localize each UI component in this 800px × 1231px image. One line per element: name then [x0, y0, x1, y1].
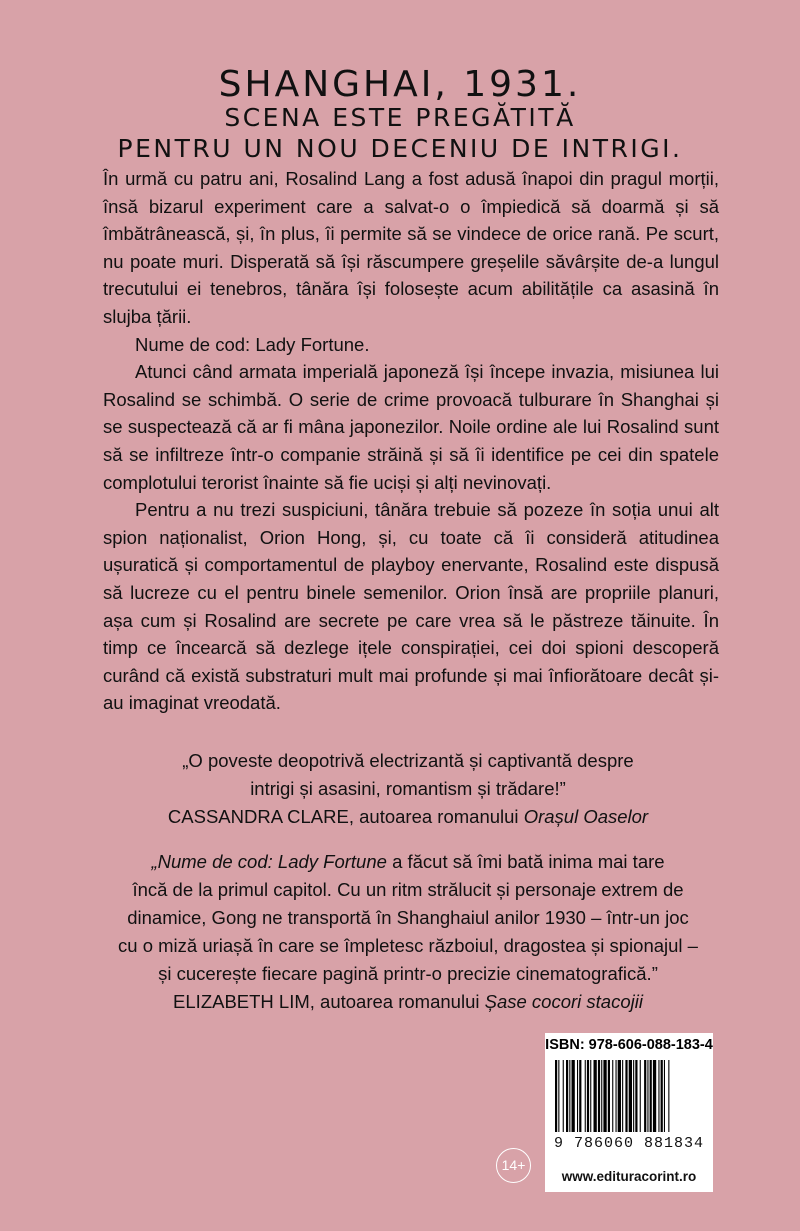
barcode-bar	[566, 1060, 568, 1132]
quote-1-line-1: „O poveste deopotrivă electrizantă și captivantă despre	[182, 750, 634, 771]
heading-line-3: PENTRU UN NOU DECENIU DE INTRIGI.	[117, 134, 683, 163]
barcode-bar	[603, 1060, 606, 1132]
blurb-quote-1	[88, 747, 728, 831]
barcode-bar	[618, 1060, 621, 1132]
barcode-bar	[598, 1060, 600, 1132]
barcode-bar	[664, 1060, 665, 1132]
barcode-bar	[572, 1060, 575, 1132]
synopsis-paragraph-1: În urmă cu patru ani, Rosalind Lang a fost adusă înapoi din pragul morții, însă bizarul experiment care a salvat-o o împiedică să doarmă și să îmbătrânească, și, în plus, îi permite să se vindece de orice rană. Pe scurt, nu poate muri. Disperată să își răscumpere greșelile săvârșite de-a lungul trecutului ei tenebros, tânăra își folosește acum abilitățile ca asasină în slujba țării.	[103, 168, 720, 327]
barcode-icon	[553, 1060, 705, 1132]
barcode-bar	[563, 1060, 564, 1132]
barcode-bar	[555, 1060, 557, 1132]
barcode-bar	[608, 1060, 610, 1132]
barcode-bar	[635, 1060, 637, 1132]
quote-2-line-2: încă de la primul capitol. Cu un ritm strălucit și personaje extrem de	[132, 879, 684, 900]
cover-heading	[0, 64, 800, 164]
barcode-bar	[558, 1060, 559, 1132]
barcode-bar	[653, 1060, 656, 1132]
quote-2-line-4: cu o miză uriașă în care se împletesc războiul, dragostea și spionajul –	[118, 935, 698, 956]
barcode-bar	[668, 1060, 669, 1132]
quote-2-line-1: „Nume de cod: Lady Fortune a făcut să îmi bată inima mai tare	[151, 851, 665, 872]
synopsis-paragraph-3: Atunci când armata imperială japoneză își începe invazia, misiunea lui Rosalind se schimbă. O serie de crime provoacă tulburare în Shanghai și se suspectează că ar fi mâna japonezilor. Noile ordine ale lui Rosalind sunt să se infiltreze într-o companie străină și să îi identifice pe cei din spatele complotului terorist înainte să fie uciși și alți nevinovați.	[103, 361, 720, 493]
barcode-digits: 9 786060 881834	[553, 1135, 705, 1152]
barcode-bar	[594, 1060, 597, 1132]
age-rating-badge: 14+	[496, 1148, 531, 1183]
quote-1-attribution: CASSANDRA CLARE, autoarea romanului Orașul Oaselor	[167, 806, 649, 827]
heading-line-2: SCENA ESTE PREGĂTITĂ	[224, 103, 576, 132]
barcode-bar	[658, 1060, 659, 1132]
barcode-bar	[616, 1060, 617, 1132]
blurb-quote-2	[88, 848, 728, 1016]
barcode-bar	[587, 1060, 589, 1132]
quote-1-line-2: intrigi și asasini, romantism și trădare!”	[250, 778, 566, 799]
barcode-bar	[601, 1060, 602, 1132]
barcode-bar	[629, 1060, 632, 1132]
barcode-bar	[612, 1060, 613, 1132]
barcode-bar	[569, 1060, 570, 1132]
quote-2-line-3: dinamice, Gong ne transportă în Shanghaiul anilor 1930 – într-un joc	[127, 907, 689, 928]
barcode-bar	[647, 1060, 648, 1132]
synopsis-paragraph-2: Nume de cod: Lady Fortune.	[135, 333, 370, 355]
barcode-bar	[650, 1060, 652, 1132]
quote-2-author-book: Șase cocori stacojii	[484, 991, 643, 1012]
quote-2-book-title: „Nume de cod: Lady Fortune	[151, 851, 387, 872]
barcode-bar	[577, 1060, 578, 1132]
isbn-barcode-box	[545, 1033, 713, 1192]
quote-1-book-title: Orașul Oaselor	[523, 806, 649, 827]
barcode-bar	[585, 1060, 586, 1132]
barcode-bar	[590, 1060, 591, 1132]
barcode-bar	[625, 1060, 627, 1132]
barcode-bar	[640, 1060, 641, 1132]
barcode-bar	[633, 1060, 634, 1132]
quote-2-line-5: și cucerește fiecare pagină printr-o precizie cinematografică.”	[158, 963, 658, 984]
synopsis-paragraph-4: Pentru a nu trezi suspiciuni, tânăra trebuie să pozeze în soția unui alt spion naționalist, Orion Hong, și, cu toate că îi consideră atitudinea ușuratică și comportamentul de playboy enervante, Rosalind este dispusă să lucreze cu el pentru binele semenilor. Orion însă are propriile planuri, așa cum și Rosalind are secrete pe care vrea să le păstreze tăinuite. În timp ce încearcă să dezlege ițele conspirației, cei doi spioni descoperă curând că există substraturi mult mai profunde și mai înfiorătoare decât și-au imaginat vreodată.	[103, 499, 719, 714]
heading-line-1: SHANGHAI, 1931.	[218, 64, 582, 105]
quote-2-attribution: ELIZABETH LIM, autoarea romanului Șase cocori stacojii	[173, 991, 643, 1012]
publisher-website: www.edituracorint.ro	[561, 1169, 697, 1184]
synopsis	[103, 165, 719, 717]
barcode-bar	[579, 1060, 581, 1132]
barcode-bar	[644, 1060, 646, 1132]
barcode-bar	[622, 1060, 623, 1132]
barcode-bar	[661, 1060, 663, 1132]
isbn-label: ISBN: 978-606-088-183-4	[545, 1037, 713, 1053]
